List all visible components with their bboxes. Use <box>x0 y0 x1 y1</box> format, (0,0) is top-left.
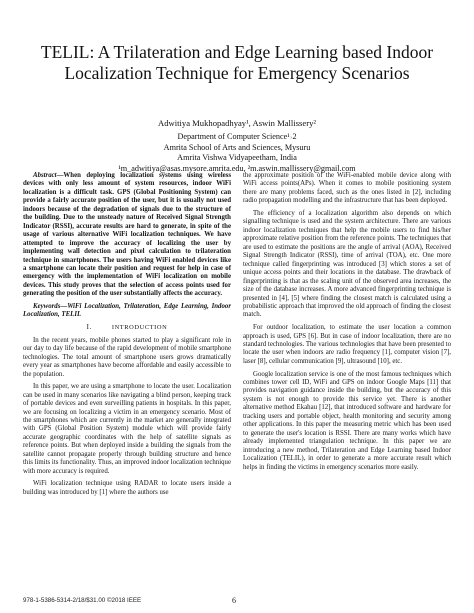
footer-isbn: 978-1-5386-5314-2/18/$31.00 ©2018 IEEE <box>23 597 142 604</box>
body-paragraph: In the recent years, mobile phones started to play a significant role in our day to day life because of the rapid development of mobile smartphone technologies. The total amount of smartphone users grows dramatically every year as smartphones have become affordable and easily accessible to the population. <box>23 336 231 378</box>
body-paragraph: In this paper, we are using a smartphone to locate the user. Localization can be used in many scenarios like navigating a blind person, keeping track of portable devices and even surveilling patients in hospitals. In this paper, we are focusing on localizing a victim in an emergency scenario. Most of the smartphones which are currently in the market are generally integrated with GPS (Global Position System) module which will provide fairly accurate geographic coordinates with the help of satellite signals as reference points. But when deployed inside a building the signals from the satellite cannot propagate properly through building structure and hence this limits its functionality. Thus, an improved indoor localization technique with more accuracy is required. <box>23 383 231 475</box>
body-paragraph: The efficiency of a localization algorithm also depends on which signalling technique is used and the system architecture. There are various indoor localization techniques that help the mobile users to find his/her approximate relative position from the reference points. The techniques that are used to estimate the positions are the angle of arrival (AOA), Received Signal Strength Indicator (RSSI), time of arrival (TOA), etc. One more technique called fingerprinting was introduced [3] which stores a set of unique access points and their locations in the database. The drawback of fingerprinting is that as the scaling unit of the observed area increases, the size of the database increases. A more advanced fingerprinting technique is presented in [4], [5] where finding the closest match is calculated using a probabilistic approach that improved the old approach of finding the closest match. <box>243 210 451 319</box>
body-paragraph: the approximate position of the WiFi-enabled mobile device along with WiFi access points(APs). When it comes to mobile positioning system there are many problems faced, such as the ones listed in [2], including radio propagation modelling and the infrastructure that has been deployed. <box>243 172 451 205</box>
abstract <box>23 172 231 299</box>
keywords <box>23 303 231 320</box>
body-paragraph: WiFi localization technique using RADAR to locate users inside a building was introduced by [1] where the authors use <box>23 480 231 496</box>
author-school: Amrita School of Arts and Sciences, Mysuru <box>163 142 311 152</box>
abstract-text: —When deploying localization systems using wireless devices with only less amount of system resources, indoor WiFi localization is a difficult task. GPS (Global Positioning System) can provide a fairly accurate position of the user, but it is usually not used indoors because of the degradation of signals due to the structure of the building. Due to the unsteady nature of Received Signal Strength Indicator (RSSI), accurate results are hard to generate, in spite of the usage of various alternative WiFi localization techniques. We have attempted to improve the accuracy of localizing the user by implementing wall detection and pixel calculation to trilateration technique in smartphones. The users having WiFi enabled devices like a smartphone can locate their position and request for help in case of emergency with the implementation of WiFi localization on mobile devices. This study proves that the selection of access points used for generating the position of the user substantially affects the accuracy. <box>23 172 231 298</box>
author-names: Adwitiya Mukhopadhyay¹, Aswin Mallissery² <box>158 118 316 128</box>
page-number: 6 <box>232 596 236 605</box>
right-column <box>243 172 451 476</box>
keywords-lead: Keywords <box>33 302 61 310</box>
abstract-lead: Abstract <box>33 172 57 179</box>
section-title: INTRODUCTION <box>111 324 168 332</box>
author-university: Amrita Vishwa Vidyapeetham, India <box>177 153 297 163</box>
author-block <box>20 118 454 174</box>
author-department: Department of Computer Science¹˒2 <box>177 132 297 142</box>
body-paragraph: Google localization service is one of the most famous techniques which combines tower cell ID, WiFi and GPS on indoor Google Maps [11] that provides navigation guidance inside the building, but the accuracy of this system is not enough to provide this service yet. There is another alternative method Ekahau [12], that introduced software and hardware for tracking users and portable object, health monitoring and security among other applications. In this paper the measuring metric which has been used to generate the user's location is RSSI. There are many works which have already implemented triangulation technique. In this paper we are introducing a new method, Trilateration and Edge Learning based Indoor Localization (TELIL), in order to generate a more accurate result which helps in finding the victims in emergency scenarios more easily. <box>243 370 451 471</box>
keywords-text: —WiFi Localization, Trilateration, Edge Learning, Indoor Localization, TELIL <box>23 302 231 319</box>
paper-title: TELIL: A Trilateration and Edge Learning based Indoor Localization Technique for Emergency Scenarios <box>40 42 434 83</box>
left-column <box>23 172 231 501</box>
author-emails: ¹m_adwitiya@asas.mysore.amrita.edu, ²m.aswin.mallissery@gmail.com <box>118 163 356 173</box>
body-paragraph: For outdoor localization, to estimate the user location a common approach is used, GPS [6]. But in case of indoor localization, there are no standard technologies. The various technologies that have been presented to locate the user when indoors are radio frequency [1], computer vision [7], laser [8], cellular communication [9], ultrasound [10], etc. <box>243 324 451 365</box>
section-heading-introduction <box>23 324 231 332</box>
section-number: I. <box>86 324 92 332</box>
